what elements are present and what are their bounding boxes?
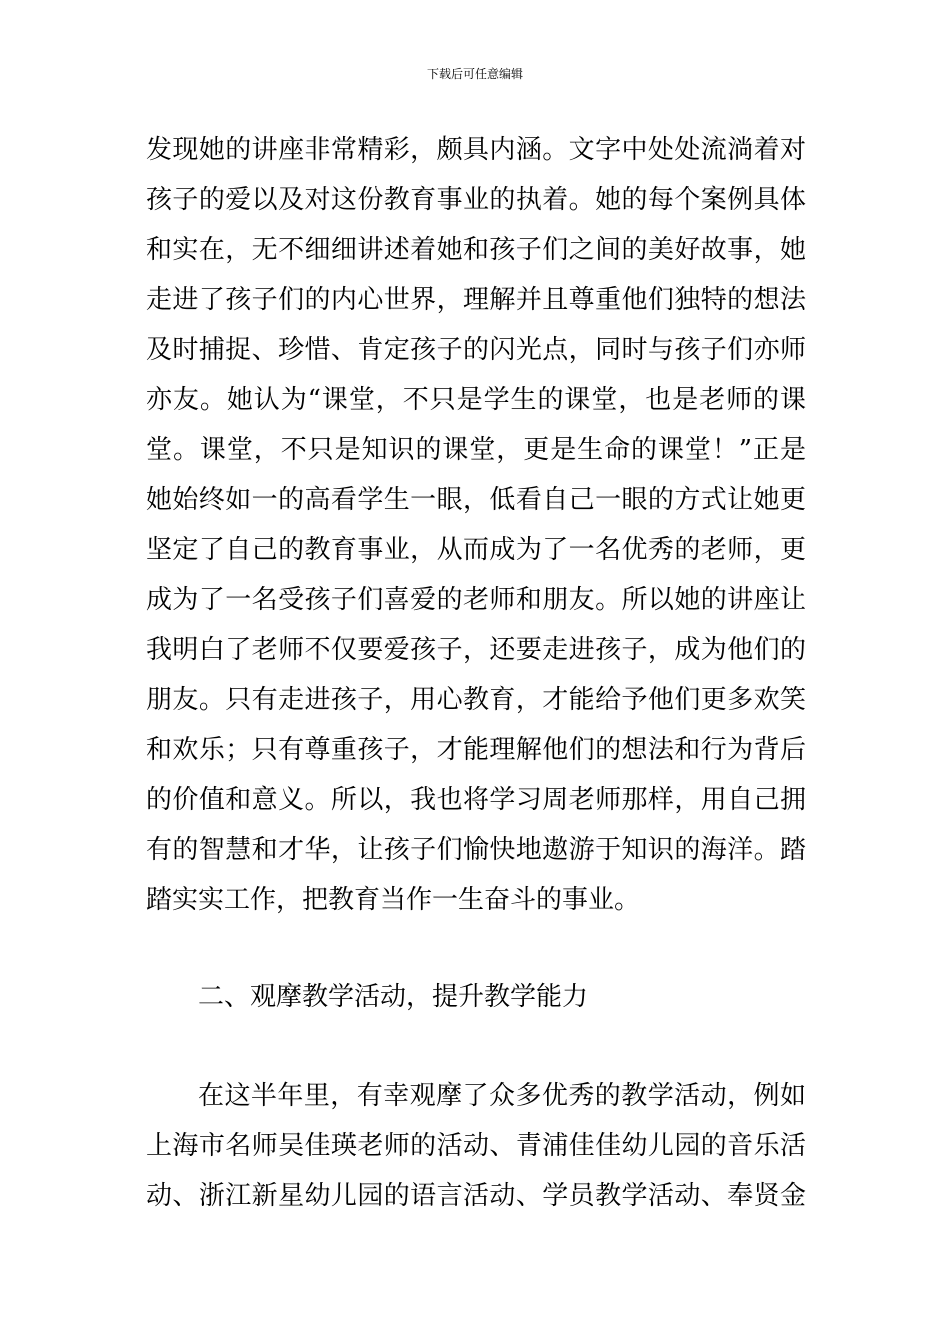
text-line: 在这半年里，有幸观摩了众多优秀的教学活动，例如	[198, 1081, 806, 1111]
text-line: 踏实实工作，把教育当作一生奋斗的事业。	[146, 885, 641, 915]
text-line: 动、浙江新星幼儿园的语言活动、学员教学活动、奉贤金	[146, 1181, 806, 1211]
text-line: 成为了一名受孩子们喜爱的老师和朋友。所以她的讲座让	[146, 585, 806, 615]
text-line: 朋友。只有走进孩子，用心教育，才能给予他们更多欢笑	[146, 685, 806, 715]
text-line: 及时捕捉、珍惜、肯定孩子的闪光点，同时与孩子们亦师	[146, 335, 806, 365]
text-line: 我明白了老师不仅要爱孩子，还要走进孩子，成为他们的	[146, 635, 806, 665]
text-line: 发现她的讲座非常精彩，颇具内涵。文字中处处流淌着对	[146, 135, 806, 165]
page-header: 下载后可任意编辑	[426, 67, 523, 81]
text-line: 坚定了自己的教育事业，从而成为了一名优秀的老师，更	[146, 535, 806, 565]
text-line: 她始终如一的高看学生一眼，低看自己一眼的方式让她更	[146, 485, 806, 515]
heading-line: 二、观摩教学活动，提升教学能力	[198, 982, 589, 1012]
text-line: 堂。课堂，不只是知识的课堂，更是生命的课堂！”正是	[146, 435, 806, 465]
text-line: 走进了孩子们的内心世界，理解并且尊重他们独特的想法	[146, 285, 806, 315]
text-line: 亦友。她认为“课堂，不只是学生的课堂，也是老师的课	[146, 385, 806, 415]
text-line: 上海市名师吴佳瑛老师的活动、青浦佳佳幼儿园的音乐活	[146, 1131, 806, 1161]
text-line: 和实在，无不细细讲述着她和孩子们之间的美好故事，她	[146, 235, 806, 265]
text-line: 和欢乐；只有尊重孩子，才能理解他们的想法和行为背后	[146, 735, 806, 765]
text-line: 有的智慧和才华，让孩子们愉快地遨游于知识的海洋。踏	[146, 835, 806, 865]
text-line: 孩子的爱以及对这份教育事业的执着。她的每个案例具体	[146, 185, 806, 215]
text-line: 的价值和意义。所以，我也将学习周老师那样，用自己拥	[146, 785, 806, 815]
